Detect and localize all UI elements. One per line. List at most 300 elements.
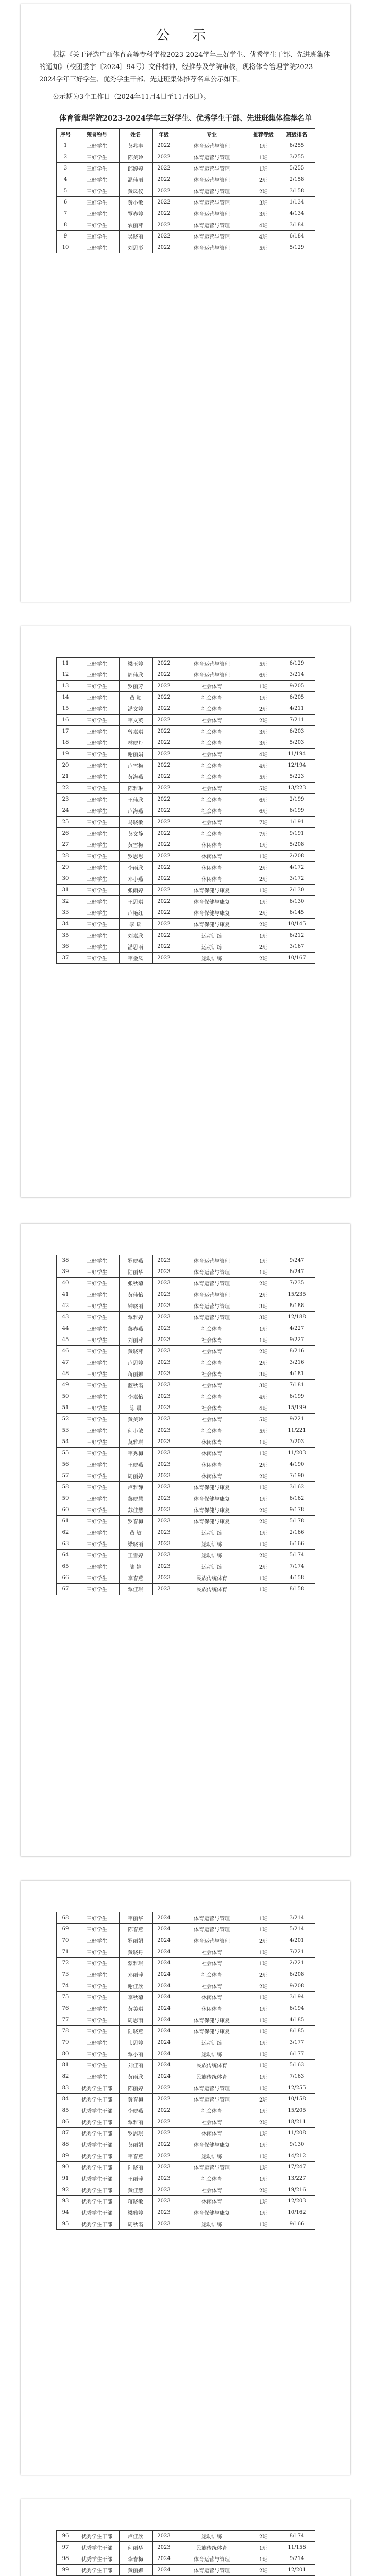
class-cell: 5班 bbox=[248, 658, 279, 669]
major-cell: 体育运营与管理 bbox=[176, 208, 248, 219]
index-cell: 90 bbox=[56, 2162, 75, 2173]
index-cell: 47 bbox=[56, 1357, 75, 1368]
name-cell: 陈丽婷 bbox=[119, 2082, 152, 2094]
index-cell: 84 bbox=[56, 2094, 75, 2105]
name-cell: 黄美玲 bbox=[119, 1414, 152, 1425]
honor-cell: 三好学生 bbox=[75, 1550, 119, 1561]
grade-cell: 2022 bbox=[152, 794, 176, 805]
honor-cell: 三好学生 bbox=[75, 1459, 119, 1470]
table-row bbox=[56, 1516, 315, 1527]
name-cell: 王晓燕 bbox=[119, 1459, 152, 1470]
grade-cell: 2024 bbox=[152, 2048, 176, 2060]
table-row bbox=[56, 242, 315, 253]
index-cell: 11 bbox=[56, 658, 75, 669]
rank-cell: 3/214 bbox=[279, 669, 315, 681]
grade-cell: 2023 bbox=[152, 2218, 176, 2230]
name-cell: 陈美玲 bbox=[119, 151, 152, 163]
name-cell: 莫雅琪 bbox=[119, 1436, 152, 1448]
major-cell: 体育保健与康复 bbox=[176, 919, 248, 930]
honor-cell: 三好学生 bbox=[75, 1278, 119, 1289]
index-cell: 55 bbox=[56, 1448, 75, 1459]
major-cell: 体育保健与康复 bbox=[176, 2026, 248, 2037]
table-row bbox=[56, 930, 315, 941]
name-cell: 苏佳慧 bbox=[119, 1504, 152, 1516]
class-cell: 1班 bbox=[248, 885, 279, 896]
major-cell: 体育运营与管理 bbox=[176, 1278, 248, 1289]
honor-cell: 优秀学生干部 bbox=[75, 2184, 119, 2196]
honor-cell: 三好学生 bbox=[75, 1391, 119, 1402]
rank-cell: 8/185 bbox=[279, 2026, 315, 2037]
class-cell: 5班 bbox=[248, 771, 279, 783]
major-cell: 社会体育 bbox=[176, 1969, 248, 1980]
grade-cell: 2022 bbox=[152, 715, 176, 726]
index-cell: 81 bbox=[56, 2060, 75, 2071]
name-cell: 李春梅 bbox=[119, 2553, 152, 2565]
name-cell: 韦秀梅 bbox=[119, 1448, 152, 1459]
name-cell: 黄 颖 bbox=[119, 692, 152, 703]
table-row bbox=[56, 839, 315, 851]
index-cell: 97 bbox=[56, 2542, 75, 2553]
index-cell: 5 bbox=[56, 185, 75, 197]
index-cell: 74 bbox=[56, 1980, 75, 1992]
name-cell: 刘嘉欣 bbox=[119, 930, 152, 941]
table-row bbox=[56, 2037, 315, 2048]
class-cell: 1班 bbox=[248, 2071, 279, 2082]
index-cell: 69 bbox=[56, 1924, 75, 1935]
name-cell: 陆 婷 bbox=[119, 1561, 152, 1572]
major-cell: 社会体育 bbox=[176, 2105, 248, 2116]
rank-cell: 2/130 bbox=[279, 885, 315, 896]
honor-cell: 三好学生 bbox=[75, 1402, 119, 1414]
class-cell: 1班 bbox=[248, 1493, 279, 1504]
rank-cell: 1/191 bbox=[279, 817, 315, 828]
table-row bbox=[56, 2082, 315, 2094]
table-row bbox=[56, 907, 315, 919]
honor-cell: 三好学生 bbox=[75, 1357, 119, 1368]
class-cell: 2班 bbox=[248, 907, 279, 919]
name-cell: 覃春婷 bbox=[119, 208, 152, 219]
rank-cell: 9/191 bbox=[279, 828, 315, 839]
table-row bbox=[56, 1924, 315, 1935]
index-cell: 18 bbox=[56, 737, 75, 749]
major-cell: 体育保健与康复 bbox=[176, 1493, 248, 1504]
name-cell: 王雪婷 bbox=[119, 1550, 152, 1561]
rank-cell: 7/211 bbox=[279, 715, 315, 726]
table-row bbox=[56, 2196, 315, 2207]
honor-cell: 三好学生 bbox=[75, 771, 119, 783]
rank-cell: 6/205 bbox=[279, 692, 315, 703]
name-cell: 陈春燕 bbox=[119, 1924, 152, 1935]
index-cell: 54 bbox=[56, 1436, 75, 1448]
rank-cell: 5/174 bbox=[279, 1550, 315, 1561]
rank-cell: 6/199 bbox=[279, 805, 315, 817]
honor-cell: 三好学生 bbox=[75, 1312, 119, 1323]
rank-cell: 5/178 bbox=[279, 1516, 315, 1527]
name-cell: 陈 晨 bbox=[119, 1402, 152, 1414]
honor-cell: 三好学生 bbox=[75, 2048, 119, 2060]
grade-cell: 2023 bbox=[152, 1266, 176, 1278]
name-cell: 黄晓萍 bbox=[119, 1346, 152, 1357]
column-header: 专业 bbox=[176, 129, 248, 140]
table-row bbox=[56, 1980, 315, 1992]
honor-cell: 三好学生 bbox=[75, 2037, 119, 2048]
major-cell: 体育运营与管理 bbox=[176, 2082, 248, 2094]
honor-cell: 三好学生 bbox=[75, 1323, 119, 1334]
honor-cell: 三好学生 bbox=[75, 1516, 119, 1527]
class-cell: 2班 bbox=[248, 1980, 279, 1992]
rank-cell: 2/208 bbox=[279, 851, 315, 862]
honor-cell: 三好学生 bbox=[75, 669, 119, 681]
class-cell: 2班 bbox=[248, 703, 279, 715]
index-cell: 19 bbox=[56, 749, 75, 760]
major-cell: 社会体育 bbox=[176, 692, 248, 703]
rank-cell: 6/212 bbox=[279, 930, 315, 941]
index-cell: 31 bbox=[56, 885, 75, 896]
table-row bbox=[56, 2026, 315, 2037]
honor-cell: 三好学生 bbox=[75, 1346, 119, 1357]
class-cell: 1班 bbox=[248, 1323, 279, 1334]
intro-paragraph: 根据《关于评选广西体育高等专科学校2023-2024学年三好学生、优秀学生干部、先进班集体的通知》（校团委字〔2024〕94号）文件精神，经推荐及学院审核，现将体育管理学院2023-2024学年三好学生、优秀学生干部、先进班集体推荐名单公示如下。 bbox=[39, 51, 330, 83]
major-cell: 民族传统体育 bbox=[176, 1572, 248, 1584]
class-cell: 2班 bbox=[248, 2094, 279, 2105]
rank-cell: 10/158 bbox=[279, 2094, 315, 2105]
honor-cell: 三好学生 bbox=[75, 163, 119, 174]
table-row bbox=[56, 873, 315, 885]
class-cell: 2班 bbox=[248, 873, 279, 885]
honor-cell: 三好学生 bbox=[75, 1912, 119, 1924]
class-cell: 4班 bbox=[248, 749, 279, 760]
table-row bbox=[56, 771, 315, 783]
index-cell: 32 bbox=[56, 896, 75, 907]
grade-cell: 2022 bbox=[152, 2094, 176, 2105]
index-cell: 60 bbox=[56, 1504, 75, 1516]
grade-cell: 2024 bbox=[152, 1935, 176, 1946]
table-row bbox=[56, 2162, 315, 2173]
index-cell: 80 bbox=[56, 2048, 75, 2060]
table-row bbox=[56, 185, 315, 197]
class-cell: 1班 bbox=[248, 2207, 279, 2218]
table-row bbox=[56, 1527, 315, 1538]
honor-cell: 三好学生 bbox=[75, 1504, 119, 1516]
honor-cell: 三好学生 bbox=[75, 1436, 119, 1448]
class-cell: 3班 bbox=[248, 208, 279, 219]
index-cell: 56 bbox=[56, 1459, 75, 1470]
grade-cell: 2022 bbox=[152, 862, 176, 873]
honor-cell: 三好学生 bbox=[75, 208, 119, 219]
table-row bbox=[56, 1289, 315, 1300]
class-cell: 1班 bbox=[248, 2014, 279, 2026]
major-cell: 体育运营与管理 bbox=[176, 163, 248, 174]
grade-cell: 2022 bbox=[152, 231, 176, 242]
rank-cell: 3/177 bbox=[279, 2037, 315, 2048]
rank-cell: 15/235 bbox=[279, 1289, 315, 1300]
table-row bbox=[56, 2003, 315, 2014]
grade-cell: 2023 bbox=[152, 1312, 176, 1323]
major-cell: 社会体育 bbox=[176, 1323, 248, 1334]
major-cell: 体育运营与管理 bbox=[176, 669, 248, 681]
rank-cell: 6/145 bbox=[279, 907, 315, 919]
honor-cell: 三好学生 bbox=[75, 907, 119, 919]
table-row bbox=[56, 2218, 315, 2230]
name-cell: 温佳丽 bbox=[119, 174, 152, 185]
honor-cell: 三好学生 bbox=[75, 1527, 119, 1538]
name-cell: 李晓燕 bbox=[119, 2105, 152, 2116]
major-cell: 体育运营与管理 bbox=[176, 151, 248, 163]
table-row bbox=[56, 231, 315, 242]
honor-cell: 三好学生 bbox=[75, 681, 119, 692]
class-cell: 3班 bbox=[248, 737, 279, 749]
name-cell: 韦文英 bbox=[119, 715, 152, 726]
grade-cell: 2023 bbox=[152, 1255, 176, 1266]
table-row bbox=[56, 681, 315, 692]
table-row bbox=[56, 1992, 315, 2003]
major-cell: 体育运营与管理 bbox=[176, 1312, 248, 1323]
table-row bbox=[56, 1482, 315, 1493]
table-row bbox=[56, 1402, 315, 1414]
rank-cell: 6/177 bbox=[279, 2048, 315, 2060]
table-row bbox=[56, 1935, 315, 1946]
rank-cell: 4/211 bbox=[279, 703, 315, 715]
class-cell: 3班 bbox=[248, 1300, 279, 1312]
rank-cell: 9/178 bbox=[279, 1504, 315, 1516]
table-row bbox=[56, 2207, 315, 2218]
class-cell: 7班 bbox=[248, 817, 279, 828]
table-row bbox=[56, 919, 315, 930]
index-cell: 26 bbox=[56, 828, 75, 839]
name-cell: 罗思琪 bbox=[119, 2128, 152, 2139]
rank-cell: 4/134 bbox=[279, 208, 315, 219]
index-cell: 73 bbox=[56, 1969, 75, 1980]
name-cell: 李秋菊 bbox=[119, 1992, 152, 2003]
grade-cell: 2022 bbox=[152, 2128, 176, 2139]
honor-cell: 三好学生 bbox=[75, 1946, 119, 1958]
grade-cell: 2022 bbox=[152, 805, 176, 817]
major-cell: 运动训练 bbox=[176, 2531, 248, 2542]
honor-cell: 三好学生 bbox=[75, 794, 119, 805]
major-cell: 社会体育 bbox=[176, 749, 248, 760]
rank-cell: 4/185 bbox=[279, 2014, 315, 2026]
honor-cell: 三好学生 bbox=[75, 953, 119, 964]
class-cell: 1班 bbox=[248, 692, 279, 703]
index-cell: 48 bbox=[56, 1368, 75, 1380]
nominee-table-3 bbox=[56, 1255, 315, 1595]
grade-cell: 2023 bbox=[152, 1414, 176, 1425]
rank-cell: 9/227 bbox=[279, 1334, 315, 1346]
index-cell: 36 bbox=[56, 941, 75, 953]
grade-cell: 2022 bbox=[152, 2105, 176, 2116]
class-cell: 2班 bbox=[248, 1278, 279, 1289]
name-cell: 刘佳丽 bbox=[119, 2060, 152, 2071]
name-cell: 卢思婷 bbox=[119, 1357, 152, 1368]
name-cell: 莫兆丰 bbox=[119, 140, 152, 151]
honor-cell: 优秀学生干部 bbox=[75, 2094, 119, 2105]
table-row bbox=[56, 726, 315, 737]
rank-cell: 5/203 bbox=[279, 737, 315, 749]
grade-cell: 2022 bbox=[152, 919, 176, 930]
nominee-table-1 bbox=[56, 128, 315, 253]
name-cell: 农丽萍 bbox=[119, 219, 152, 231]
index-cell: 3 bbox=[56, 163, 75, 174]
grade-cell: 2023 bbox=[152, 1550, 176, 1561]
document-page-5 bbox=[21, 2499, 350, 2576]
grade-cell: 2022 bbox=[152, 839, 176, 851]
table-title: 体育管理学院2023-2024学年三好学生、优秀学生干部、先进班集体推荐名单 bbox=[59, 114, 312, 123]
grade-cell: 2023 bbox=[152, 2207, 176, 2218]
major-cell: 体育运营与管理 bbox=[176, 2094, 248, 2105]
major-cell: 休闲体育 bbox=[176, 839, 248, 851]
class-cell: 1班 bbox=[248, 1436, 279, 1448]
rank-cell: 8/188 bbox=[279, 1300, 315, 1312]
grade-cell: 2022 bbox=[152, 737, 176, 749]
honor-cell: 三好学生 bbox=[75, 1425, 119, 1436]
class-cell: 2班 bbox=[248, 1550, 279, 1561]
honor-cell: 三好学生 bbox=[75, 1266, 119, 1278]
grade-cell: 2022 bbox=[152, 163, 176, 174]
name-cell: 李 瑶 bbox=[119, 919, 152, 930]
major-cell: 体育运营与管理 bbox=[176, 1935, 248, 1946]
table-row bbox=[56, 2542, 315, 2553]
column-header: 推荐等级 bbox=[248, 129, 279, 140]
index-cell: 7 bbox=[56, 208, 75, 219]
table-row bbox=[56, 1436, 315, 1448]
document-page-1 bbox=[21, 4, 350, 602]
name-cell: 卢艳红 bbox=[119, 907, 152, 919]
honor-cell: 三好学生 bbox=[75, 930, 119, 941]
table-row bbox=[56, 760, 315, 771]
class-cell: 1班 bbox=[248, 2218, 279, 2230]
honor-cell: 优秀学生干部 bbox=[75, 2139, 119, 2150]
class-cell: 1班 bbox=[248, 1334, 279, 1346]
index-cell: 86 bbox=[56, 2116, 75, 2128]
table-row bbox=[56, 1459, 315, 1470]
index-cell: 68 bbox=[56, 1912, 75, 1924]
rank-cell: 3/216 bbox=[279, 1357, 315, 1368]
major-cell: 民族传统体育 bbox=[176, 2060, 248, 2071]
index-cell: 46 bbox=[56, 1346, 75, 1357]
rank-cell: 18/211 bbox=[279, 2116, 315, 2128]
major-cell: 休闲体育 bbox=[176, 2128, 248, 2139]
index-cell: 25 bbox=[56, 817, 75, 828]
major-cell: 社会体育 bbox=[176, 794, 248, 805]
major-cell: 休闲体育 bbox=[176, 1459, 248, 1470]
rank-cell: 3/167 bbox=[279, 941, 315, 953]
grade-cell: 2023 bbox=[152, 2162, 176, 2173]
class-cell: 1班 bbox=[248, 1255, 279, 1266]
major-cell: 运动训练 bbox=[176, 1527, 248, 1538]
name-cell: 周佳欣 bbox=[119, 669, 152, 681]
rank-cell: 6/184 bbox=[279, 231, 315, 242]
major-cell: 休闲体育 bbox=[176, 873, 248, 885]
grade-cell: 2024 bbox=[152, 1992, 176, 2003]
class-cell: 1班 bbox=[248, 1572, 279, 1584]
honor-cell: 三好学生 bbox=[75, 197, 119, 208]
rank-cell: 3/184 bbox=[279, 219, 315, 231]
honor-cell: 三好学生 bbox=[75, 1561, 119, 1572]
table-row bbox=[56, 737, 315, 749]
index-cell: 83 bbox=[56, 2082, 75, 2094]
name-cell: 梁晓丽 bbox=[119, 1538, 152, 1550]
grade-cell: 2022 bbox=[152, 197, 176, 208]
grade-cell: 2022 bbox=[152, 219, 176, 231]
honor-cell: 三好学生 bbox=[75, 1482, 119, 1493]
honor-cell: 三好学生 bbox=[75, 839, 119, 851]
grade-cell: 2023 bbox=[152, 1448, 176, 1459]
grade-cell: 2023 bbox=[152, 1516, 176, 1527]
class-cell: 4班 bbox=[248, 1391, 279, 1402]
class-cell: 3班 bbox=[248, 1312, 279, 1323]
table-row bbox=[56, 1946, 315, 1958]
index-cell: 49 bbox=[56, 1380, 75, 1391]
grade-cell: 2024 bbox=[152, 2026, 176, 2037]
index-cell: 99 bbox=[56, 2565, 75, 2576]
class-cell: 1班 bbox=[248, 2139, 279, 2150]
grade-cell: 2023 bbox=[152, 1504, 176, 1516]
index-cell: 14 bbox=[56, 692, 75, 703]
class-cell: 7班 bbox=[248, 828, 279, 839]
major-cell: 运动训练 bbox=[176, 941, 248, 953]
class-cell: 2班 bbox=[248, 174, 279, 185]
name-cell: 周丽婷 bbox=[119, 1470, 152, 1482]
index-cell: 63 bbox=[56, 1538, 75, 1550]
name-cell: 罗丽芳 bbox=[119, 681, 152, 692]
rank-cell: 9/205 bbox=[279, 681, 315, 692]
major-cell: 休闲体育 bbox=[176, 1992, 248, 2003]
name-cell: 覃佳琪 bbox=[119, 1584, 152, 1595]
index-cell: 2 bbox=[56, 151, 75, 163]
grade-cell: 2022 bbox=[152, 941, 176, 953]
major-cell: 休闲体育 bbox=[176, 2196, 248, 2207]
rank-cell: 3/214 bbox=[279, 1912, 315, 1924]
major-cell: 民族传统体育 bbox=[176, 2542, 248, 2553]
name-cell: 黄春梅 bbox=[119, 2094, 152, 2105]
rank-cell: 2/166 bbox=[279, 1527, 315, 1538]
name-cell: 黎晓慧 bbox=[119, 1493, 152, 1504]
rank-cell: 12/201 bbox=[279, 2565, 315, 2576]
index-cell: 37 bbox=[56, 953, 75, 964]
table-row bbox=[56, 2553, 315, 2565]
major-cell: 体育运营与管理 bbox=[176, 1266, 248, 1278]
rank-cell: 9/221 bbox=[279, 1414, 315, 1425]
class-cell: 1班 bbox=[248, 2037, 279, 2048]
major-cell: 社会体育 bbox=[176, 681, 248, 692]
grade-cell: 2023 bbox=[152, 1482, 176, 1493]
table-row bbox=[56, 1391, 315, 1402]
rank-cell: 2/221 bbox=[279, 1958, 315, 1969]
table-row bbox=[56, 851, 315, 862]
index-cell: 88 bbox=[56, 2139, 75, 2150]
index-cell: 98 bbox=[56, 2553, 75, 2565]
grade-cell: 2022 bbox=[152, 2116, 176, 2128]
document-page-2 bbox=[21, 626, 350, 1197]
table-row bbox=[56, 1323, 315, 1334]
rank-cell: 7/174 bbox=[279, 1561, 315, 1572]
major-cell: 社会体育 bbox=[176, 1357, 248, 1368]
major-cell: 社会体育 bbox=[176, 2116, 248, 2128]
index-cell: 40 bbox=[56, 1278, 75, 1289]
honor-cell: 三好学生 bbox=[75, 1924, 119, 1935]
grade-cell: 2023 bbox=[152, 1391, 176, 1402]
index-cell: 79 bbox=[56, 2037, 75, 2048]
table-row bbox=[56, 1380, 315, 1391]
rank-cell: 11/208 bbox=[279, 2128, 315, 2139]
grade-cell: 2022 bbox=[152, 703, 176, 715]
class-cell: 1班 bbox=[248, 1448, 279, 1459]
grade-cell: 2024 bbox=[152, 2553, 176, 2565]
grade-cell: 2023 bbox=[152, 1538, 176, 1550]
major-cell: 体育运营与管理 bbox=[176, 1300, 248, 1312]
index-cell: 87 bbox=[56, 2128, 75, 2139]
honor-cell: 优秀学生干部 bbox=[75, 2531, 119, 2542]
